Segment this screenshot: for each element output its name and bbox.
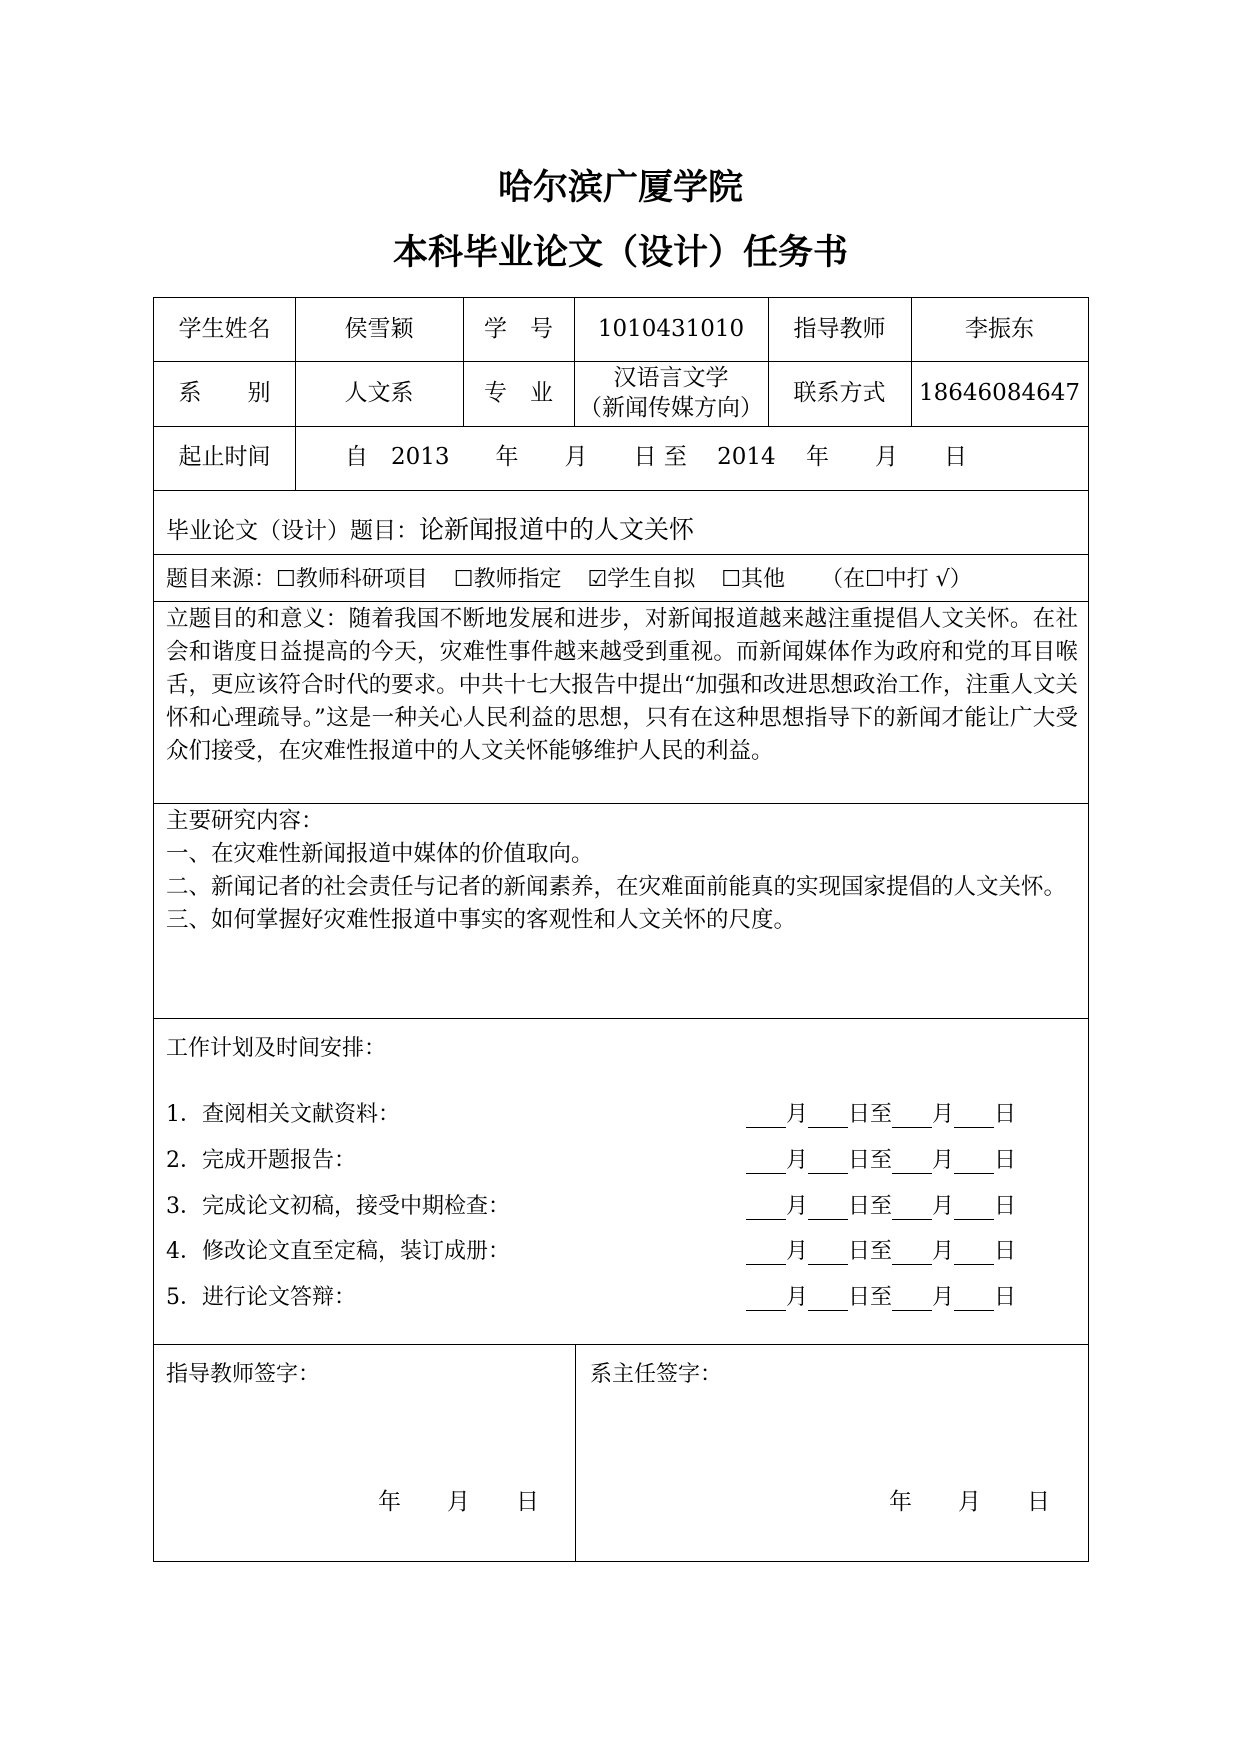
row-divider (154, 803, 1088, 804)
source-option-research: ☐教师科研项目 (276, 567, 428, 592)
plan-date: 月 日至 月 日 (746, 1280, 1016, 1311)
department-label: 系 别 (178, 379, 271, 406)
major-value (574, 361, 768, 426)
head-signature-date: 年 月 日 (889, 1489, 1050, 1515)
plan-date: 月 日至 月 日 (746, 1097, 1016, 1128)
plan-item: 3．完成论文初稿，接受中期检查： (166, 1194, 510, 1219)
plan-row (166, 1189, 1088, 1221)
contact-value: 18646084647 (919, 379, 1080, 406)
plan-row (166, 1143, 1088, 1175)
department-value: 人文系 (344, 379, 414, 406)
advisor-signature-label: 指导教师签字： (166, 1362, 321, 1387)
period-value: 自 2013 年 月 日 至 2014 年 月 日 (345, 444, 967, 471)
row-divider (154, 490, 1088, 491)
plan-date: 月 日至 月 日 (746, 1143, 1016, 1174)
source-option-assigned: ☐教师指定 (453, 567, 562, 592)
contact-label: 联系方式 (793, 379, 886, 406)
student-name-label: 学生姓名 (178, 315, 271, 342)
plan-item: 4．修改论文直至定稿，装订成册： (166, 1239, 510, 1264)
source-note: （在☐中打 √） (820, 567, 972, 592)
topic-label: 毕业论文（设计）题目： (166, 518, 419, 544)
plan-label: 工作计划及时间安排： (166, 1036, 387, 1061)
period-label: 起止时间 (178, 444, 271, 471)
student-name-value: 侯雪颖 (344, 315, 414, 342)
plan-date: 月 日至 月 日 (746, 1234, 1016, 1265)
research-label: 主要研究内容： (166, 808, 324, 834)
major-value-line1: 汉语言文学 (613, 364, 729, 391)
topic-line (166, 510, 694, 546)
plan-date: 月 日至 月 日 (746, 1189, 1016, 1220)
source-option-other: ☐其他 (721, 567, 785, 592)
research-item: 一、在灾难性新闻报道中媒体的价值取向。 (166, 841, 594, 867)
student-id-value: 1010431010 (597, 315, 745, 342)
plan-item: 2．完成开题报告： (166, 1148, 356, 1173)
research-item: 三、如何掌握好灾难性报道中事实的客观性和人文关怀的尺度。 (166, 907, 797, 933)
topic-value: 论新闻报道中的人文关怀 (419, 515, 695, 544)
research-section (166, 805, 1078, 937)
document-title: 本科毕业论文（设计）任务书 (392, 233, 848, 273)
source-line (166, 562, 972, 593)
plan-row (166, 1097, 1088, 1129)
major-label: 专 业 (484, 379, 553, 406)
source-label: 题目来源： (166, 567, 277, 592)
plan-row (166, 1280, 1088, 1312)
task-form (153, 297, 1089, 1562)
advisor-label: 指导教师 (793, 315, 886, 342)
row-divider (154, 1344, 1088, 1345)
col-divider (575, 1344, 576, 1561)
advisor-signature-date: 年 月 日 (378, 1489, 539, 1515)
school-name: 哈尔滨广厦学院 (497, 168, 743, 208)
source-option-self: ☑学生自拟 (587, 567, 696, 592)
advisor-value: 李振东 (965, 315, 1034, 342)
plan-item: 5．进行论文答辩： (166, 1285, 356, 1310)
major-value-line2: （新闻传媒方向） (579, 394, 763, 421)
student-id-label: 学 号 (484, 315, 553, 342)
plan-item: 1．查阅相关文献资料： (166, 1102, 400, 1127)
research-item: 二、新闻记者的社会责任与记者的新闻素养，在灾难面前能真的实现国家提倡的人文关怀。 (166, 874, 1067, 900)
row-divider (154, 601, 1088, 602)
row-divider (154, 1018, 1088, 1019)
head-signature-label: 系主任签字： (590, 1362, 723, 1387)
plan-row (166, 1234, 1088, 1266)
row-divider (154, 554, 1088, 555)
purpose-paragraph: 立题目的和意义：随着我国不断地发展和进步，对新闻报道越来越注重提倡人文关怀。在社会和谐度日益提高的今天，灾难性事件越来越受到重视。而新闻媒体作为政府和党的耳目喉舌，更应该符合时代的要求。中共十七大报告中提出“加强和改进思想政治工作，注重人文关怀和心理疏导。”这是一种关心人民利益的思想，只有在这种思想指导下的新闻才能让广大受众们接受，在灾难性报道中的人文关怀能够维护人民的利益。 (166, 606, 1078, 764)
